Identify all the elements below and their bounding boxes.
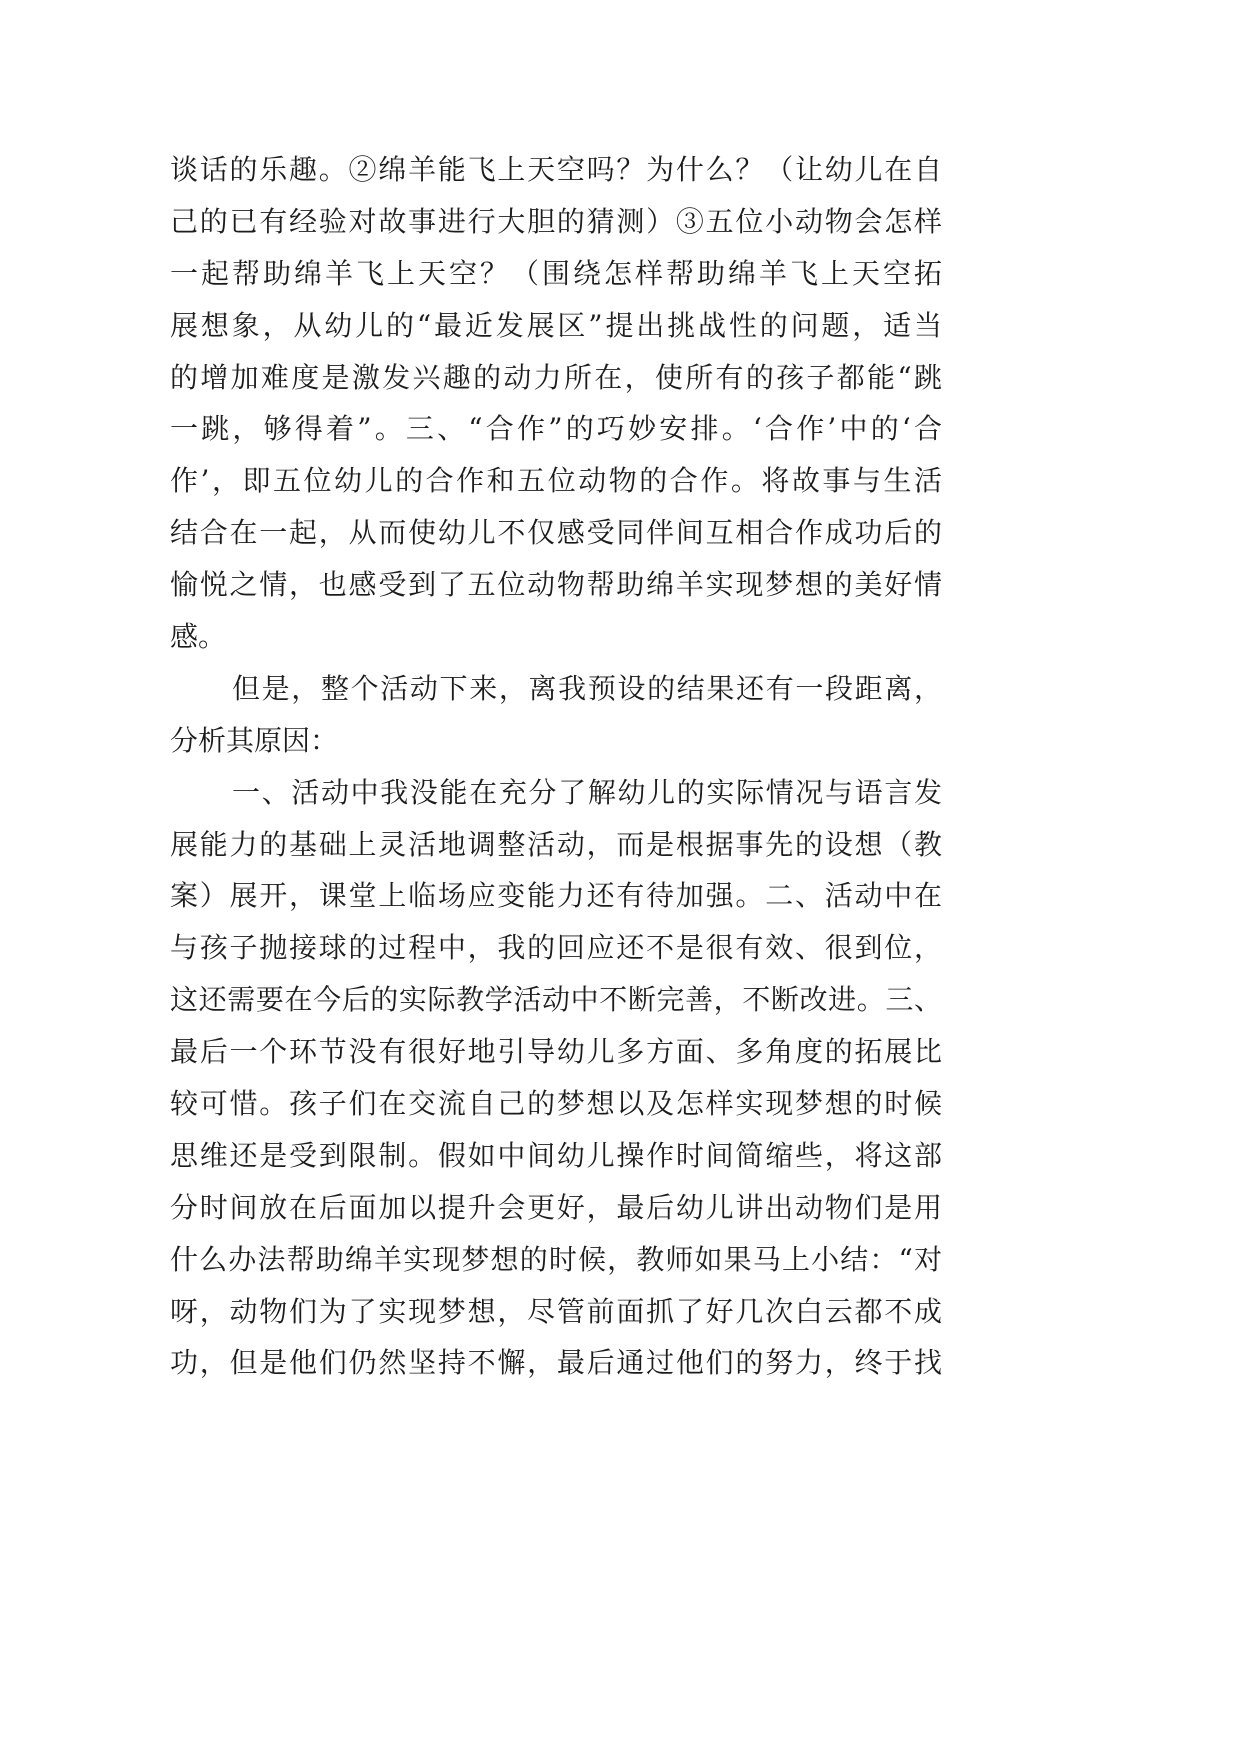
text-line: 一起帮助绵羊飞上天空？（围绕怎样帮助绵羊飞上天空拓 [170, 256, 942, 290]
text-line: 愉悦之情，也感受到了五位动物帮助绵羊实现梦想的美好情 [170, 568, 942, 602]
text-line: 展能力的基础上灵活地调整活动，而是根据事先的设想（教 [170, 827, 942, 861]
text-line: 最后一个环节没有很好地引导幼儿多方面、多角度的拓展比 [170, 1035, 942, 1069]
text-line: 的增加难度是激发兴趣的动力所在，使所有的孩子都能“跳 [170, 360, 942, 394]
body-text [170, 144, 942, 1389]
text-line: 一跳，够得着”。三、“合作”的巧妙安排。‘合作’中的‘合 [170, 412, 942, 446]
text-line: 较可惜。孩子们在交流自己的梦想以及怎样实现梦想的时候 [170, 1087, 942, 1121]
text-line: 分析其原因： [170, 723, 339, 757]
text-line: 展想象，从幼儿的“最近发展区”提出挑战性的问题，适当 [170, 308, 942, 342]
paragraph [170, 663, 942, 767]
text-line: 分时间放在后面加以提升会更好，最后幼儿讲出动物们是用 [170, 1190, 942, 1224]
paragraph [170, 144, 942, 663]
text-line: 思维还是受到限制。假如中间幼儿操作时间简缩些，将这部 [170, 1138, 942, 1172]
text-line: 己的已有经验对故事进行大胆的猜测）③五位小动物会怎样 [170, 204, 942, 238]
text-line: 谈话的乐趣。②绵羊能飞上天空吗？为什么？（让幼儿在自 [170, 153, 942, 186]
text-line: 感。 [170, 620, 227, 654]
text-line: 作’，即五位幼儿的合作和五位动物的合作。将故事与生活 [170, 464, 942, 498]
text-line: 功，但是他们仍然坚持不懈，最后通过他们的努力，终于找 [170, 1346, 942, 1380]
paragraph [170, 767, 942, 1390]
text-line: 与孩子抛接球的过程中，我的回应还不是很有效、很到位， [170, 931, 942, 965]
text-line: 什么办法帮助绵羊实现梦想的时候，教师如果马上小结：“对 [170, 1242, 942, 1276]
text-line: 这还需要在今后的实际教学活动中不断完善，不断改进。三、 [170, 983, 942, 1017]
text-line: 案）展开，课堂上临场应变能力还有待加强。二、活动中在 [170, 879, 942, 913]
text-line: 结合在一起，从而使幼儿不仅感受同伴间互相合作成功后的 [170, 516, 942, 550]
text-line: 一、活动中我没能在充分了解幼儿的实际情况与语言发 [232, 775, 942, 809]
text-line: 呀，动物们为了实现梦想，尽管前面抓了好几次白云都不成 [170, 1294, 942, 1328]
text-line: 但是，整个活动下来，离我预设的结果还有一段距离， [232, 671, 942, 705]
